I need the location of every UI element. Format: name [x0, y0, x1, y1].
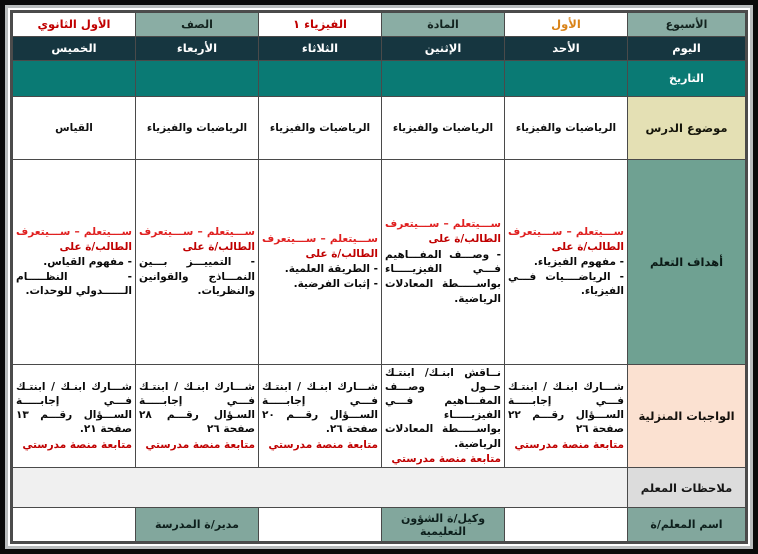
homework-footer: متابعة منصة مدرستي [268, 438, 378, 451]
date-cell-monday[interactable] [382, 60, 505, 96]
homework-cell-thursday[interactable] [13, 364, 136, 467]
homework-cell-tuesday[interactable] [259, 364, 382, 467]
homework-body: شـــارك ابنـك / ابنتـك فـــي إجابـــــة الســـؤال رقـــم ٢٢ صفحة ٢٦ [508, 380, 624, 436]
objective-items: - مفهوم الفيزياء. - الرياضــــيات فـــي الفيزياء. [508, 255, 624, 298]
date-cell-sunday[interactable] [505, 60, 628, 96]
objective-cell-wednesday[interactable] [136, 159, 259, 364]
objective-lead: ســـيتعلم – ســـيتعرف [385, 218, 501, 231]
date-row-label: التاريخ [628, 60, 746, 96]
objective-lead: ســـيتعلم – ســـيتعرف [139, 225, 255, 238]
frame-bevel [5, 5, 753, 549]
homework-row-label: الواجبات المنزلية [628, 364, 746, 467]
homework-cell-monday[interactable] [382, 364, 505, 467]
day-cell-thursday: الخميس [13, 36, 136, 60]
objective-lead: ســـيتعلم – ســـيتعرف [16, 225, 132, 238]
day-cell-wednesday: الأربعاء [136, 36, 259, 60]
objective-cell-thursday[interactable] [13, 159, 136, 364]
lesson-topic-cell-monday[interactable]: الرياضيات والفيزياء [382, 96, 505, 159]
homework-footer: متابعة منصة مدرستي [514, 438, 624, 451]
homework-footer: متابعة منصة مدرستي [22, 438, 132, 451]
date-cell-thursday[interactable] [13, 60, 136, 96]
homework-footer: متابعة منصة مدرستي [391, 452, 501, 465]
deputy-role-label: وكيل/ة الشؤون التعليمية [382, 508, 505, 542]
objective-lead2: الطالب/ة على [551, 240, 624, 253]
day-row-label: اليوم [628, 36, 746, 60]
date-cell-wednesday[interactable] [136, 60, 259, 96]
homework-body: شـــارك ابنـك / ابنتـك فـــي إجابـــــة الســـؤال رقـــم ١٣ صفحة ٢١. [16, 380, 132, 436]
principal-signature-value[interactable] [13, 508, 136, 542]
homework-cell-sunday[interactable] [505, 364, 628, 467]
teacher-name-label: اسم المعلم/ة [628, 508, 746, 542]
lesson-topic-cell-thursday[interactable]: القياس [13, 96, 136, 159]
principal-role-label: مدير/ة المدرسة [136, 508, 259, 542]
day-row [13, 36, 746, 60]
objective-lead: ســـيتعلم – ســـيتعرف [262, 232, 378, 245]
homework-body: شـــارك ابنـك / ابنتـك فـــي إجابـــــة الســـؤال رقـــم ٢٠ صفحة ٢٦. [262, 380, 378, 436]
lesson-topic-row [13, 96, 746, 159]
learning-objectives-row-label: أهداف التعلم [628, 159, 746, 364]
date-row [13, 60, 746, 96]
subject-label: المادة [382, 13, 505, 37]
homework-row [13, 364, 746, 467]
objective-lead2: الطالب/ة على [182, 240, 255, 253]
teacher-name-value[interactable] [505, 508, 628, 542]
signature-row [13, 508, 746, 542]
teacher-notes-row [13, 468, 746, 508]
homework-footer: متابعة منصة مدرستي [145, 438, 255, 451]
day-cell-monday: الإثنين [382, 36, 505, 60]
homework-body: نــاقش ابنـك/ ابنتـك حــول وصـــف المفـــاهيم فـــي الفيزيـــــاء بواســـــطة المعادلات الرياضية. [385, 366, 501, 450]
objective-lead2: الطالب/ة على [59, 240, 132, 253]
deputy-signature-value[interactable] [259, 508, 382, 542]
objective-cell-monday[interactable] [382, 159, 505, 364]
teacher-notes-row-label: ملاحظات المعلم [628, 468, 746, 508]
lesson-topic-row-label: موضوع الدرس [628, 96, 746, 159]
learning-objectives-row [13, 159, 746, 364]
objective-lead: ســـيتعلم – ســـيتعرف [508, 225, 624, 238]
subject-value[interactable]: الفيزياء ١ [259, 13, 382, 37]
date-cell-tuesday[interactable] [259, 60, 382, 96]
week-value[interactable]: الأول [505, 13, 628, 37]
objective-items: - الطريقة العلمية. - إثبات الفرضية. [284, 263, 378, 290]
grade-value[interactable]: الأول الثانوي [13, 13, 136, 37]
info-row [13, 13, 746, 37]
week-label: الأسبوع [628, 13, 746, 37]
day-cell-tuesday: الثلاثاء [259, 36, 382, 60]
day-cell-sunday: الأحد [505, 36, 628, 60]
weekly-lesson-plan-table [12, 12, 746, 542]
homework-cell-wednesday[interactable] [136, 364, 259, 467]
grade-label: الصف [136, 13, 259, 37]
lesson-topic-cell-tuesday[interactable]: الرياضيات والفيزياء [259, 96, 382, 159]
objective-items: - مفهوم القياس. - النظـــــام الــــــدولي للوحدات. [16, 255, 132, 298]
lesson-topic-cell-sunday[interactable]: الرياضيات والفيزياء [505, 96, 628, 159]
objective-lead2: الطالب/ة على [428, 233, 501, 246]
teacher-notes-value[interactable] [13, 468, 628, 508]
objective-cell-sunday[interactable] [505, 159, 628, 364]
objective-items: - التمييـــز بـــين النمـــاذج والقوانين والنظريات. [139, 255, 255, 298]
objective-cell-tuesday[interactable] [259, 159, 382, 364]
lesson-topic-cell-wednesday[interactable]: الرياضيات والفيزياء [136, 96, 259, 159]
objective-items: - وصـــف المفـــاهيم فـــي الفيزيـــــاء بواســـــطة المعادلات الرياضية. [385, 248, 501, 305]
objective-lead2: الطالب/ة على [305, 248, 378, 261]
homework-body: شـــارك ابنـك / ابنتـك فـــي إجابـــــة السـؤال رقـــم ٢٨ صفحة ٢٦ [139, 380, 255, 436]
frame-inner [10, 10, 748, 544]
